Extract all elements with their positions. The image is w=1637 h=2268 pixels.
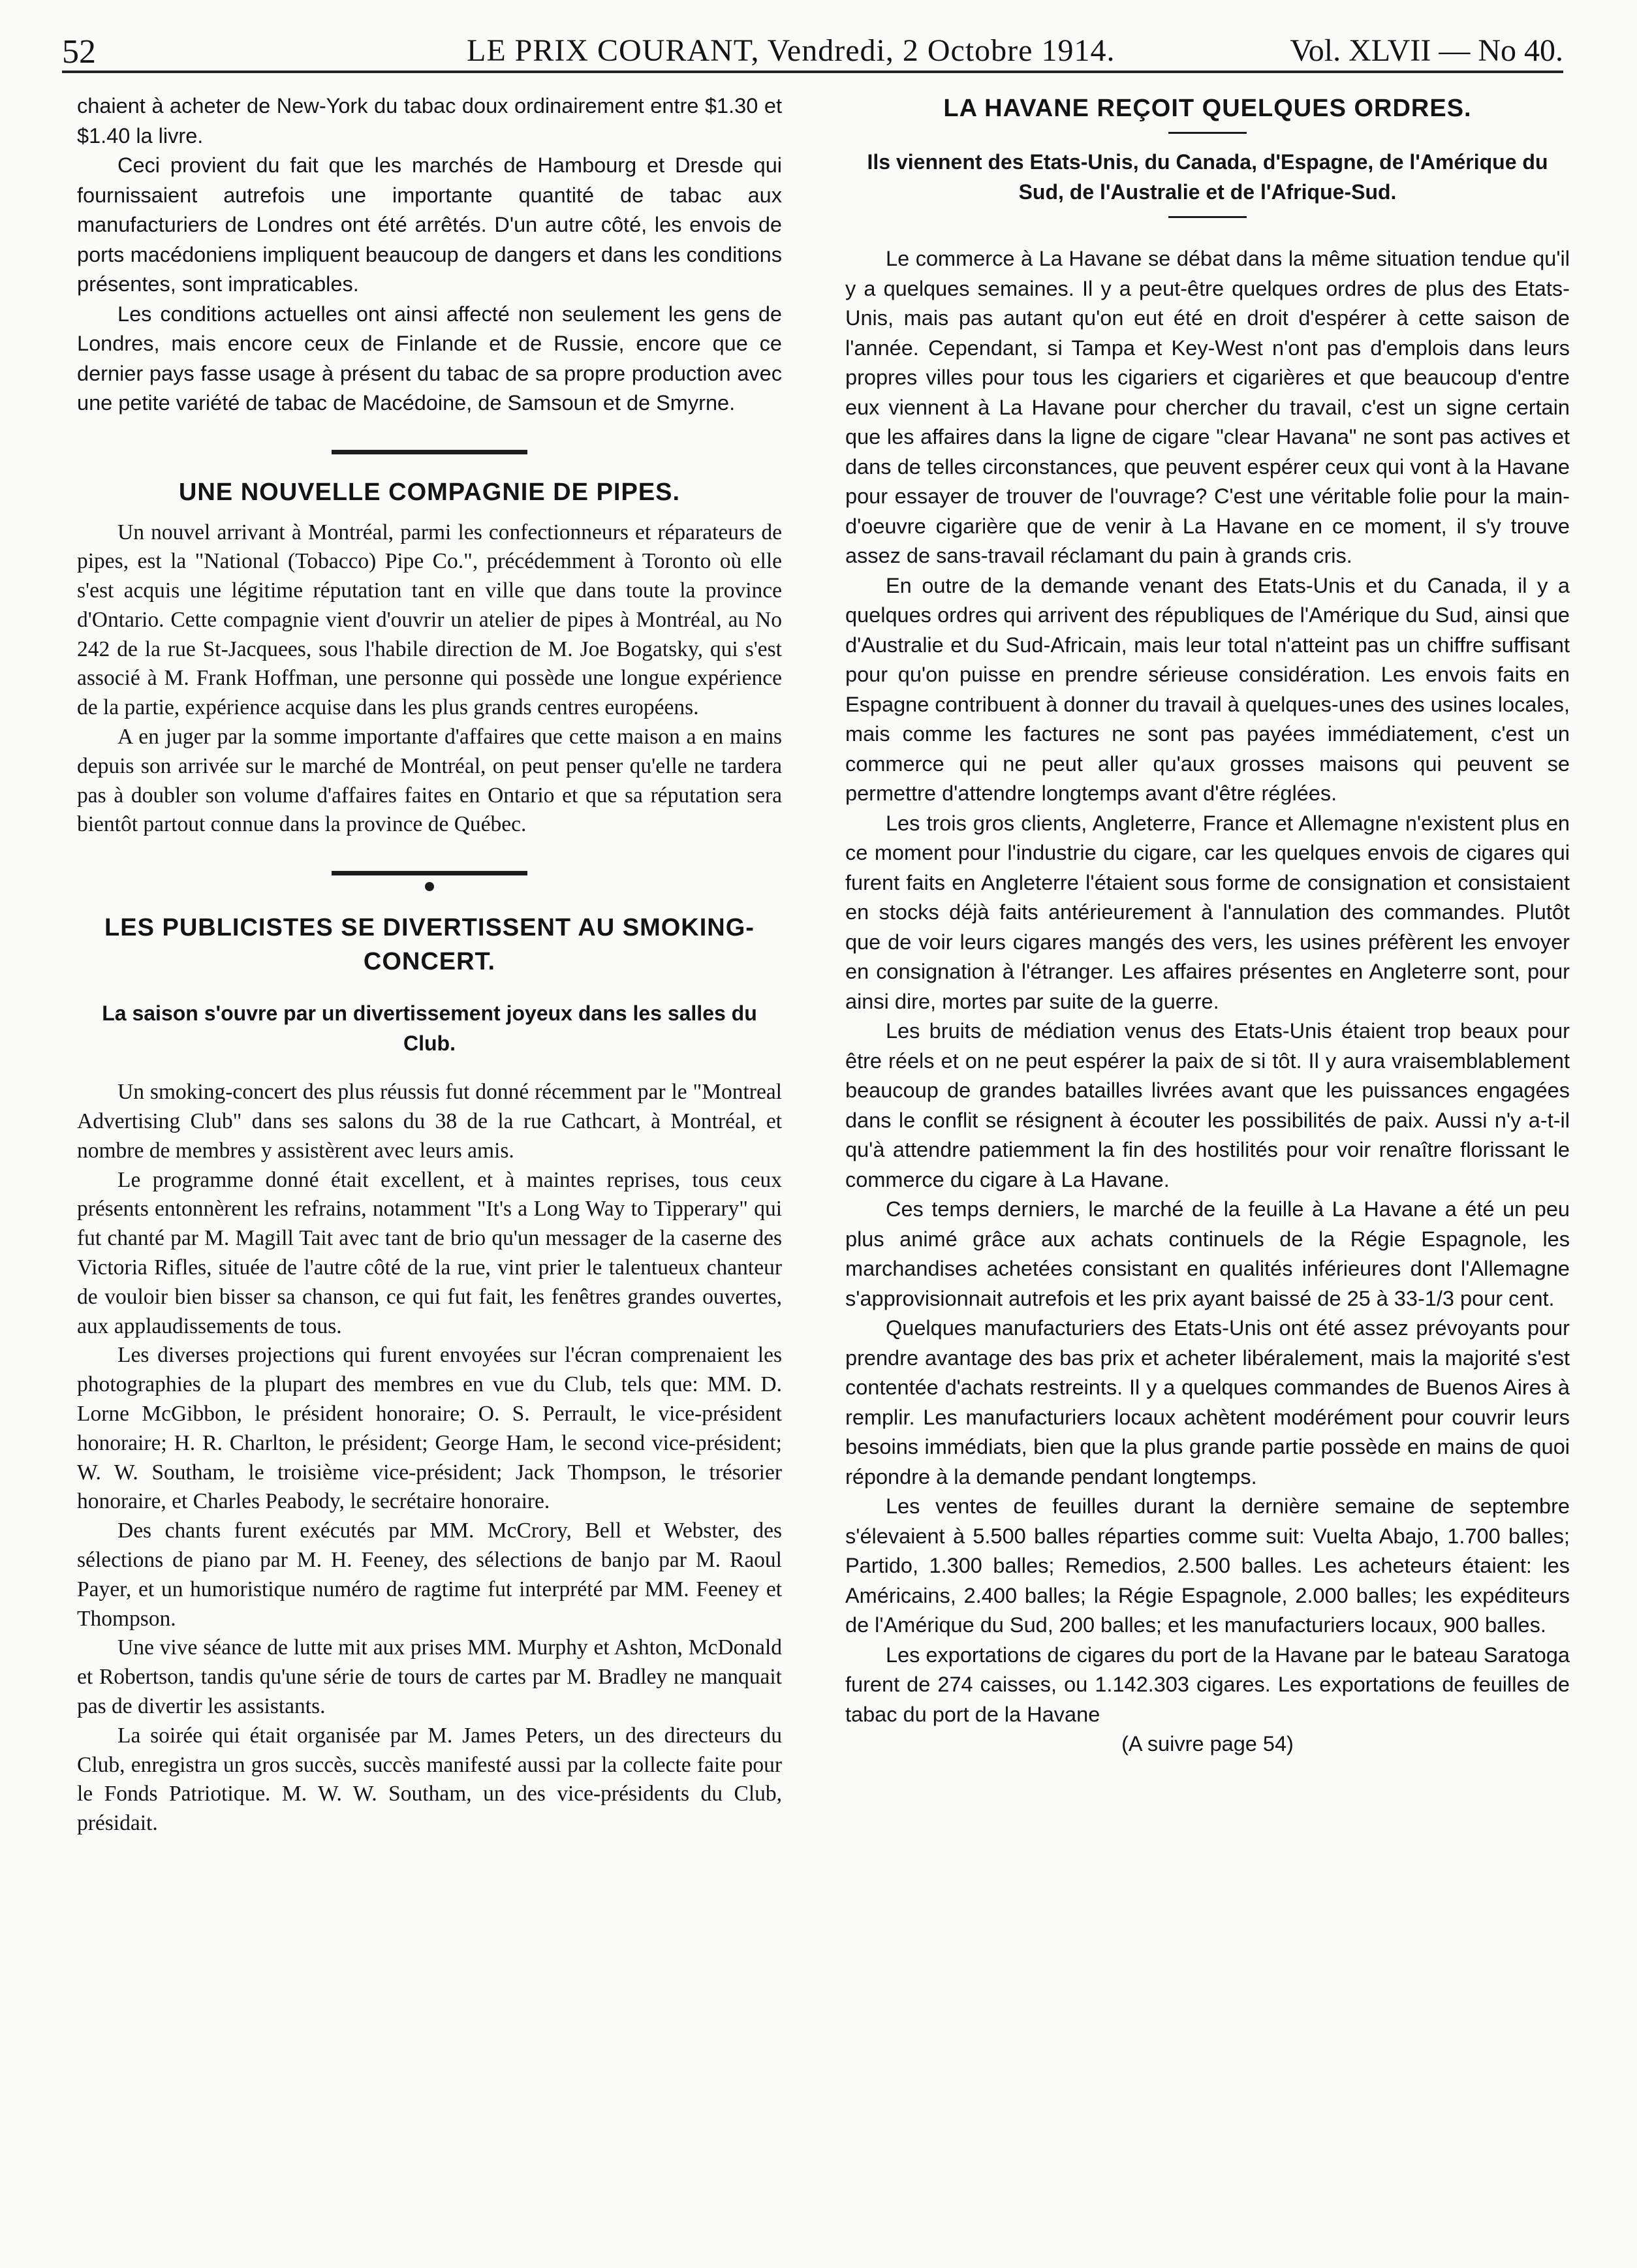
havane-article-subtitle: Ils viennent des Etats-Unis, du Canada, d'Espagne, de l'Amérique du Sud, de l'Australie et de l'Afrique-Sud. xyxy=(867,150,1548,204)
volume-number: Vol. XLVII — No 40. xyxy=(1290,33,1563,68)
paragraph: Les ventes de feuilles durant la dernière semaine de septembre s'élevaient à 5.500 balles réparties comme suit: Vuelta Abajo, 1.700 balles; Partido, 1.300 balles; Remedios, 2.500 balles. Les acheteurs étaient: les Américains, 2.400 balles; la Régie Espagnole, 2.000 balles; les expéditeurs de l'Amérique du Sud, 200 balles; et les manufacturiers locaux, 900 balles. xyxy=(845,1494,1570,1637)
section-divider xyxy=(332,450,527,454)
paragraph: La soirée qui était organisée par M. James Peters, un des directeurs du Club, enregistra un gros succès, succès manifesté aussi par la collecte faite pour le Fonds Patriotique. M. W. W. Southam, un des vice-présidents du Club, présidait. xyxy=(77,1723,782,1836)
page-header xyxy=(62,25,1563,71)
page-number: 52 xyxy=(62,33,96,71)
title-underline xyxy=(1168,132,1247,134)
paragraph: Le programme donné était excellent, et à maintes reprises, tous ceux présents entonnèrent les refrains, notamment "It's a Long Way to Tipperary" qui fut chanté par M. Magill Tait avec tant de brio qu'un messager de la caserne des Victoria Rifles, située de l'autre côté de la rue, vint prier le talentueux chanteur de vouloir bien bisser sa chanson, ce qui fut fait, les fenêtres grandes ouvertes, aux applaudissements de tous. xyxy=(77,1167,782,1338)
article-continuation-text: chaient à acheter de New-York du tabac doux ordinairement entre $1.30 et $1.40 la livre. xyxy=(77,94,782,148)
paragraph: Le commerce à La Havane se débat dans la même situation tendue qu'il y a quelques semaines. Il y a peut-être quelques ordres de plus des Etats-Unis, mais pas autant qu'on eut été en droit d'espérer à cette saison de l'année. Cependant, si Tampa et Key-West n'ont pas d'emplois dans leurs propres villes pour tous les cigariers et cigarières et que beaucoup d'entre eux viennent à La Havane pour chercher du travail, c'est un signe certain que les affaires dans la ligne de cigare "clear Havana" ne sont pas actives et dans de telles circonstances, que peuvent espérer ceux qui vont à la Havane pour essayer de trouver de l'ouvrage? C'est une véritable folie pour la main-d'oeuvre cigarière que de venir à La Havane en ce moment, il s'y trouve assez de sans-travail réclamant du pain à grands cris. xyxy=(845,247,1570,567)
publication-title: LE PRIX COURANT, Vendredi, 2 Octobre 1914. xyxy=(467,33,1115,68)
havane-article-title: LA HAVANE REÇOIT QUELQUES ORDRES. xyxy=(943,95,1472,122)
paragraph: Les exportations de cigares du port de la Havane par le bateau Saratoga furent de 274 caisses, ou 1.142.303 cigares. Les exportations de feuilles de tabac du port de la Havane xyxy=(845,1643,1570,1726)
pipes-article-title: UNE NOUVELLE COMPAGNIE DE PIPES. xyxy=(178,478,681,506)
concert-article-title: LES PUBLICISTES SE DIVERTISSENT AU SMOKING-CONCERT. xyxy=(104,914,755,976)
paragraph: Un nouvel arrivant à Montréal, parmi les confectionneurs et réparateurs de pipes, est la "National (Tobacco) Pipe Co.", précédemment à Toronto où elle s'est acquis une légitime réputation tant en ville que dans toute la province d'Ontario. Cette compagnie vient d'ouvrir un atelier de pipes à Montréal, au No 242 de la rue St-Jacquees, sous l'habile direction de M. Joe Bogatsky, qui s'est associé à M. Frank Hoffman, une personne qui possède une longue expérience de la partie, expérience acquise dans les plus grands centres européens. xyxy=(77,520,782,720)
paragraph: Des chants furent exécutés par MM. McCrory, Bell et Webster, des sélections de piano par M. H. Feeney, des sélections de banjo par M. Raoul Payer, et un humoristique numéro de ragtime fut interprété par MM. Feeney et Thompson. xyxy=(77,1519,782,1631)
paragraph: Une vive séance de lutte mit aux prises MM. Murphy et Ashton, McDonald et Robertson, tandis qu'une série de tours de cartes par M. Bradley ne manquait pas de divertir les assistants. xyxy=(77,1635,782,1718)
ornament-dot xyxy=(425,882,434,891)
paragraph: Ceci provient du fait que les marchés de Hambourg et Dresde qui fournissaient autrefois une importante quantité de tabac aux manufacturiers de Londres ont été arrêtés. D'un autre côté, les envois de ports macédoniens impliquent beaucoup de dangers et dans les conditions présentes, sont impraticables. xyxy=(77,153,782,296)
paragraph: Un smoking-concert des plus réussis fut donné récemment par le "Montreal Advertising Club" dans ses salons du 38 de la rue Cathcart, à Montréal, et nombre de membres y assistèrent avec leurs amis. xyxy=(77,1080,782,1163)
paragraph: En outre de la demande venant des Etats-Unis et du Canada, il y a quelques ordres qui arrivent des républiques de l'Amérique du Sud, ainsi que d'Australie et du Sud-Africain, mais leur total n'atteint pas un chiffre suffisant pour qu'on puisse en prendre sérieuse considération. Les envois faits en Espagne contribuent à donner du travail à quelques-unes des usines locales, mais comme les factures ne sont pas payées immédiatement, c'est un commerce qui ne peut aller qu'aux grosses maisons qui peuvent se permettre d'attendre longtemps avant d'être réglées. xyxy=(845,573,1570,805)
paragraph: Les conditions actuelles ont ainsi affecté non seulement les gens de Londres, mais encore ceux de Finlande et de Russie, encore que ce dernier pays fasse usage à présent du tabac de sa propre production avec une petite variété de tabac de Macédoine, de Samsoun et de Smyrne. xyxy=(77,302,782,415)
header-rule xyxy=(62,71,1563,73)
paragraph: Ces temps derniers, le marché de la feuille à La Havane a été un peu plus animé grâce aux achats continuels de la Régie Espagnole, les marchandises achetées consistant en qualités inférieures dont l'Allemagne s'approvisionnait autrefois et les prix ayant baissé de 25 à 33-1/3 pour cent. xyxy=(845,1197,1570,1310)
paragraph: A en juger par la somme importante d'affaires que cette maison a en mains depuis son arrivée sur le marché de Montréal, on peut penser qu'elle ne tardera pas à doubler son volume d'affaires faites en Ontario et que sa réputation sera bientôt partout connue dans la province de Québec. xyxy=(77,725,782,837)
continuation-note: (A suivre page 54) xyxy=(1121,1732,1294,1756)
paragraph: Les trois gros clients, Angleterre, France et Allemagne n'existent plus en ce moment pour l'industrie du cigare, car les quelques envois de cigares qui furent faits en Angleterre l'étaient sous forme de consignation et consistaient en stocks déjà faits antérieurement à l'annulation des commandes. Plutôt que de voir leurs cigares mangés des vers, les usines préfèrent les envoyer en consignation à l'étranger. Les affaires présentes en Angleterre sont, pour ainsi dire, mortes par suite de la guerre. xyxy=(845,811,1570,1013)
subtitle-underline xyxy=(1168,216,1247,218)
left-column xyxy=(77,91,782,1838)
paragraph: Les bruits de médiation venus des Etats-Unis étaient trop beaux pour être réels et on ne peut espérer la paix de si tôt. Il y aura vraisemblablement beaucoup de grandes batailles livrées avant que les puissances engagées dans le conflit se résignent à écouter les possibilités de paix. Aussi n'y a-t-il qu'à attendre patiemment la fin des hostilités pour voir renaître florissant le commerce du cigare à La Havane. xyxy=(845,1019,1570,1191)
section-divider xyxy=(332,871,527,875)
concert-article-subtitle: La saison s'ouvre par un divertissement joyeux dans les salles du Club. xyxy=(102,1001,757,1056)
paragraph: Quelques manufacturiers des Etats-Unis ont été assez prévoyants pour prendre avantage des bas prix et acheter libéralement, mais la majorité s'est contentée d'achats restreints. Il y a quelques commandes de Buenos Aires à remplir. Les manufacturiers locaux achètent modérément pour couvrir leurs besoins immédiats, bien que la plus grande partie possède en mains de quoi répondre à la demande pendant longtemps. xyxy=(845,1316,1570,1488)
paragraph: Les diverses projections qui furent envoyées sur l'écran comprenaient les photographies de la plupart des membres en vue du Club, tels que: MM. D. Lorne McGibbon, le président honoraire; O. S. Perrault, le vice-président honoraire; H. R. Charlton, le président; George Ham, le second vice-président; W. W. Southam, le troisième vice-président; Jack Thompson, le trésorier honoraire, et Charles Peabody, le secrétaire honoraire. xyxy=(77,1343,782,1514)
right-column xyxy=(845,91,1570,1759)
